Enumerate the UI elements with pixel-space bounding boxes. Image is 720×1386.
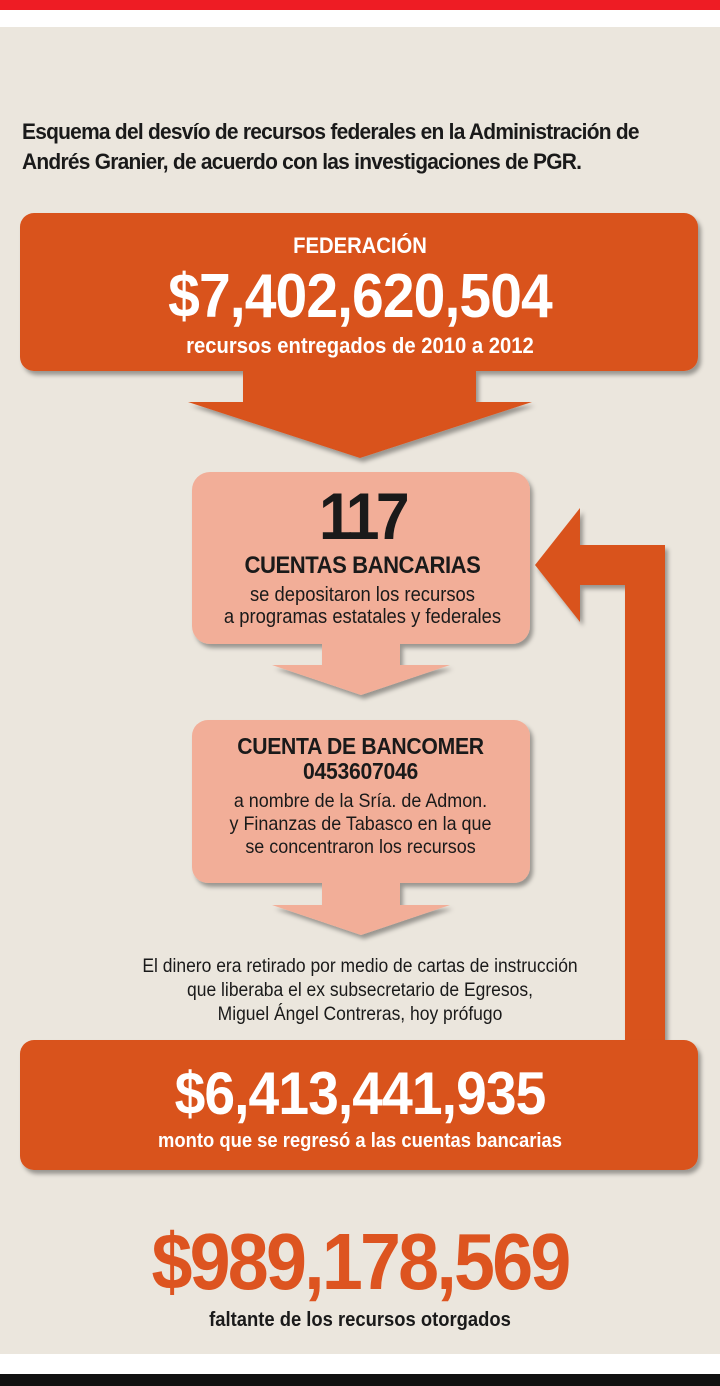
federation-arrow	[188, 368, 532, 458]
bancomer-account-number: 0453607046	[303, 758, 418, 784]
returned-amount: $6,413,441,935	[174, 1060, 546, 1127]
federation-title: FEDERACIÓN	[293, 233, 427, 258]
accounts-description	[208, 584, 516, 628]
accounts-title: CUENTAS BANCARIAS	[244, 552, 481, 579]
withdrawal-line: El dinero era retirado por medio de cartas de instrucción	[142, 956, 578, 977]
missing-amount: $989,178,569	[151, 1217, 569, 1306]
accounts-arrow	[272, 640, 450, 695]
bancomer-title	[206, 734, 514, 784]
bancomer-desc-line: se concentraron los recursos	[245, 836, 476, 858]
bancomer-desc-line: y Finanzas de Tabasco en la que	[229, 813, 492, 835]
accounts-desc-line: se depositaron los recursos	[249, 584, 475, 606]
bancomer-desc-line: a nombre de la Sría. de Admon.	[233, 790, 488, 812]
withdrawal-note	[112, 955, 609, 1027]
federation-amount: $7,402,620,504	[168, 262, 552, 331]
return-arrow-horizontal	[575, 545, 665, 585]
bancomer-arrow	[272, 880, 450, 935]
withdrawal-line: que liberaba el ex subsecretario de Egresos,	[187, 980, 533, 1001]
accounts-count: 117	[319, 479, 406, 553]
bancomer-description	[206, 790, 514, 859]
missing-subtitle: faltante de los recursos otorgados	[209, 1309, 511, 1331]
intro-text: Esquema del desvío de recursos federales en la Administración de Andrés Granier, de acuerdo con las investigaciones de PGR.	[22, 119, 639, 174]
withdrawal-line: Miguel Ángel Contreras, hoy prófugo	[217, 1004, 503, 1025]
bottom-black-bar	[0, 1374, 720, 1386]
bancomer-title-line: CUENTA DE BANCOMER	[237, 733, 484, 759]
bottom-white-strip	[0, 1354, 720, 1374]
federation-subtitle: recursos entregados de 2010 a 2012	[186, 333, 534, 358]
return-arrow-head	[535, 508, 580, 622]
returned-subtitle: monto que se regresó a las cuentas bancarias	[158, 1130, 562, 1152]
return-arrow-vertical	[625, 545, 665, 1070]
accounts-desc-line: a programas estatales y federales	[223, 606, 502, 628]
